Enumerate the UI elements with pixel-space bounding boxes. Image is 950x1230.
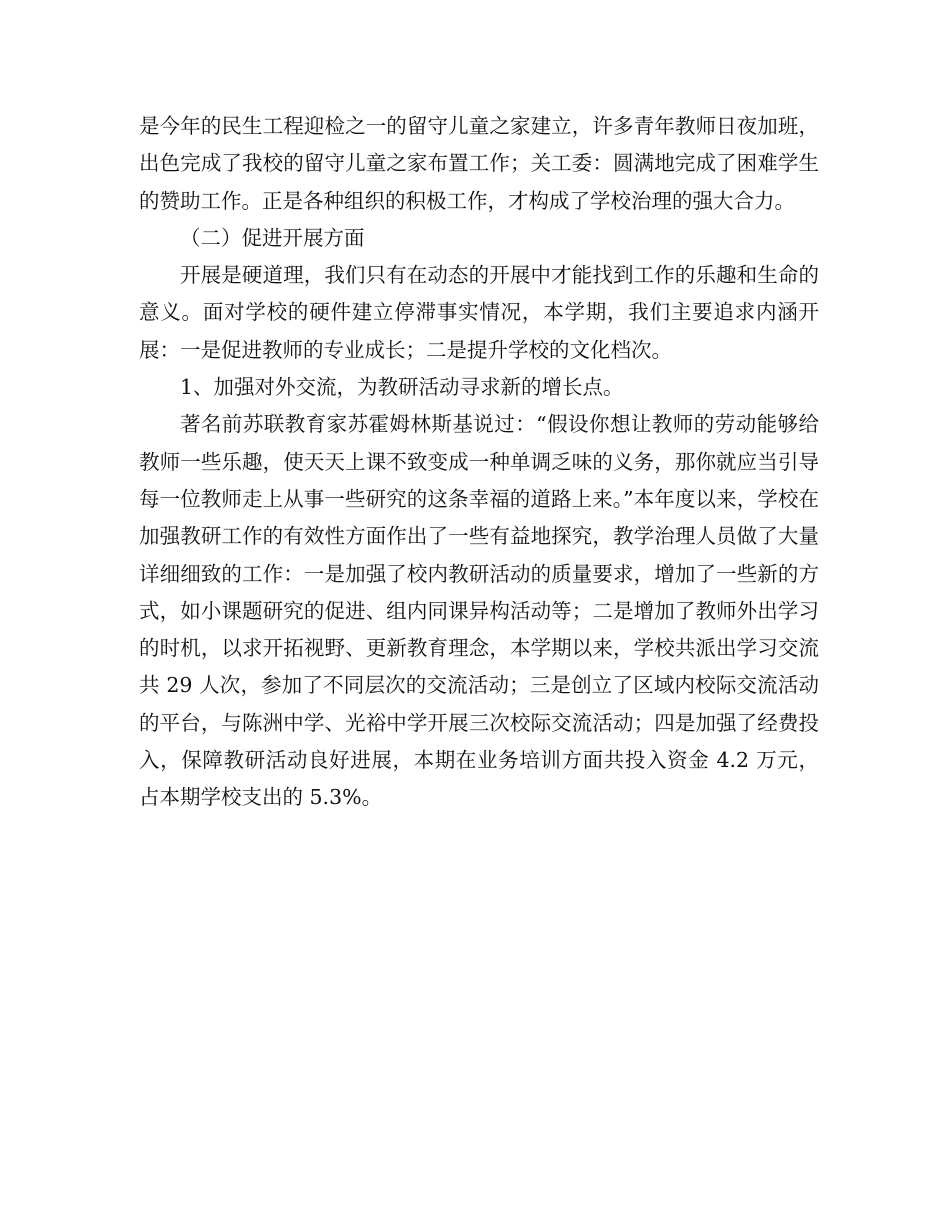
paragraph-exchange: 著名前苏联教育家苏霍姆林斯基说过：“假设你想让教师的劳动能够给教师一些乐趣，使天天上课不致变成一种单调乏味的义务，那你就应当引导每一位教师走上从事一些研究的这条幸福的道路上来。”本年度以来，学校在加强教研工作的有效性方面作出了一些有益地探究，教学治理人员做了大量详细细致的工作：一是加强了校内教研活动的质量要求，增加了一些新的方式，如小课题研究的促进、组内同课异构活动等；二是增加了教师外出学习的时机，以求开拓视野、更新教育理念，本学期以来，学校共派出学习交流共 29 人次，参加了不同层次的交流活动；三是创立了区域内校际交流活动的平台，与陈洲中学、光裕中学开展三次校际交流活动；四是加强了经费投入，保障教研活动良好进展，本期在业务培训方面共投入资金 4.2 万元，占本期学校支出的 5.3%。 [139, 412, 819, 810]
section-heading: （二）促进开展方面 [180, 225, 365, 250]
paragraph-development: 开展是硬道理，我们只有在动态的开展中才能找到工作的乐趣和生命的意义。面对学校的硬件建立停滞事实情况，本学期，我们主要追求内涵开展：一是促进教师的专业成长；二是提升学校的文化档次。 [139, 263, 819, 362]
document-body [139, 108, 819, 817]
subsection-heading: 1、加强对外交流，为教研活动寻求新的增长点。 [180, 375, 624, 400]
paragraph-continuation: 是今年的民生工程迎检之一的留守儿童之家建立，许多青年教师日夜加班，出色完成了我校的留守儿童之家布置工作；关工委：圆满地完成了困难学生的赞助工作。正是各种组织的积极工作，才构成了学校治理的强大合力。 [139, 114, 819, 213]
